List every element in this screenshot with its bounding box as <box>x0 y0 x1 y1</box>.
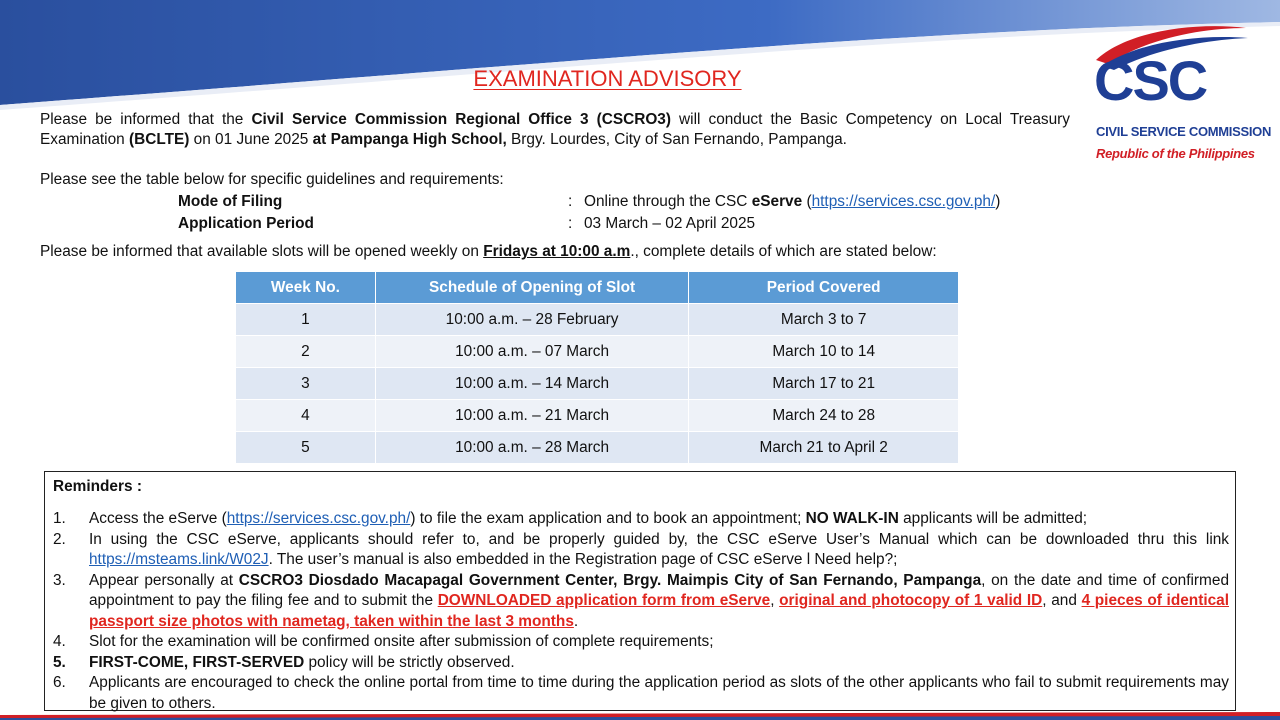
table-row <box>236 368 959 400</box>
period-cell: March 17 to 21 <box>689 368 959 400</box>
list-item: 5. FIRST-COME, FIRST-SERVED policy will be strictly observed. <box>53 653 515 671</box>
logo-republic-text: Republic of the Philippines <box>1096 146 1255 161</box>
schedule-cell: 10:00 a.m. – 21 March <box>375 400 689 432</box>
table-row <box>236 304 959 336</box>
column-header-period: Period Covered <box>689 272 959 304</box>
reminders-box <box>44 471 1236 711</box>
table-header-row <box>236 272 959 304</box>
table-row <box>236 432 959 464</box>
mode-of-filing-colon: : <box>568 193 573 210</box>
page-title: EXAMINATION ADVISORY <box>473 66 742 91</box>
list-item: 3. Appear personally at CSCRO3 Diosdado Macapagal Government Center, Brgy. Maimpis City of San Fernando, Pampanga, on the date and time of confirmed appointment to pay the filing fee and to submit the DOWNLOADED application form from eServe, original and photocopy of 1 valid ID, and 4 pieces of identical passport size photos with nametag, taken within the last 3 months. <box>53 571 1229 630</box>
week-cell: 4 <box>236 400 376 432</box>
mode-of-filing-label: Mode of Filing <box>178 193 283 210</box>
logo-commission-name: CIVIL SERVICE COMMISSION <box>1096 124 1272 139</box>
application-period-label: Application Period <box>178 215 314 232</box>
manual-link[interactable]: https://msteams.link/W02J <box>89 551 269 568</box>
period-cell: March 3 to 7 <box>689 304 959 336</box>
week-cell: 1 <box>236 304 376 336</box>
list-item: 1. Access the eServe (https://services.csc.gov.ph/) to file the exam application and to book an appointment; NO WALK-IN applicants will be admitted; <box>53 510 1088 527</box>
schedule-cell: 10:00 a.m. – 07 March <box>375 336 689 368</box>
period-cell: March 24 to 28 <box>689 400 959 432</box>
slots-intro: Please be informed that available slots will be opened weekly on Fridays at 10:00 a.m., complete details of which are stated below: <box>40 243 937 260</box>
intro-paragraph: Please be informed that the Civil Service Commission Regional Office 3 (CSCRO3) will conduct the Basic Competency on Local Treasury Examination (BCLTE) on 01 June 2025 at Pampanga High School, Brgy. Lourdes, City of San Fernando, Pampanga. <box>40 111 1070 148</box>
logo-letters: CSC <box>1094 49 1207 112</box>
list-item: 4. Slot for the examination will be confirmed onsite after submission of complete requirements; <box>53 633 714 650</box>
guidelines-intro: Please see the table below for specific guidelines and requirements: <box>40 171 504 188</box>
week-cell: 3 <box>236 368 376 400</box>
list-item: 2. In using the CSC eServe, applicants should refer to, and be properly guided by, the CSC eServe User’s Manual which can be downloaded thru this link https://msteams.link/W02J. The user’s manual is also embedded in the Registration page of CSC eServe l Need help?; <box>53 530 1229 568</box>
mode-of-filing-value: Online through the CSC eServe (https://services.csc.gov.ph/) <box>584 193 1001 210</box>
reminders-list <box>53 509 1229 714</box>
week-cell: 5 <box>236 432 376 464</box>
list-item: 6. Applicants are encouraged to check the online portal from time to time during the application period as slots of the other applicants who fail to submit requirements may be given to others. <box>53 674 1229 712</box>
week-cell: 2 <box>236 336 376 368</box>
reminders-title: Reminders : <box>53 478 142 495</box>
table-row <box>236 336 959 368</box>
csc-logo <box>1088 20 1272 165</box>
period-cell: March 21 to April 2 <box>689 432 959 464</box>
schedule-cell: 10:00 a.m. – 14 March <box>375 368 689 400</box>
schedule-cell: 10:00 a.m. – 28 February <box>375 304 689 336</box>
eserve-link-reminder[interactable]: https://services.csc.gov.ph/ <box>226 510 411 527</box>
schedule-cell: 10:00 a.m. – 28 March <box>375 432 689 464</box>
column-header-week: Week No. <box>236 272 376 304</box>
table-row <box>236 400 959 432</box>
application-period-colon: : <box>568 215 573 232</box>
schedule-table <box>235 271 959 464</box>
column-header-schedule: Schedule of Opening of Slot <box>375 272 689 304</box>
application-period-value: 03 March – 02 April 2025 <box>584 215 756 232</box>
period-cell: March 10 to 14 <box>689 336 959 368</box>
eserve-link[interactable]: https://services.csc.gov.ph/ <box>811 193 996 210</box>
